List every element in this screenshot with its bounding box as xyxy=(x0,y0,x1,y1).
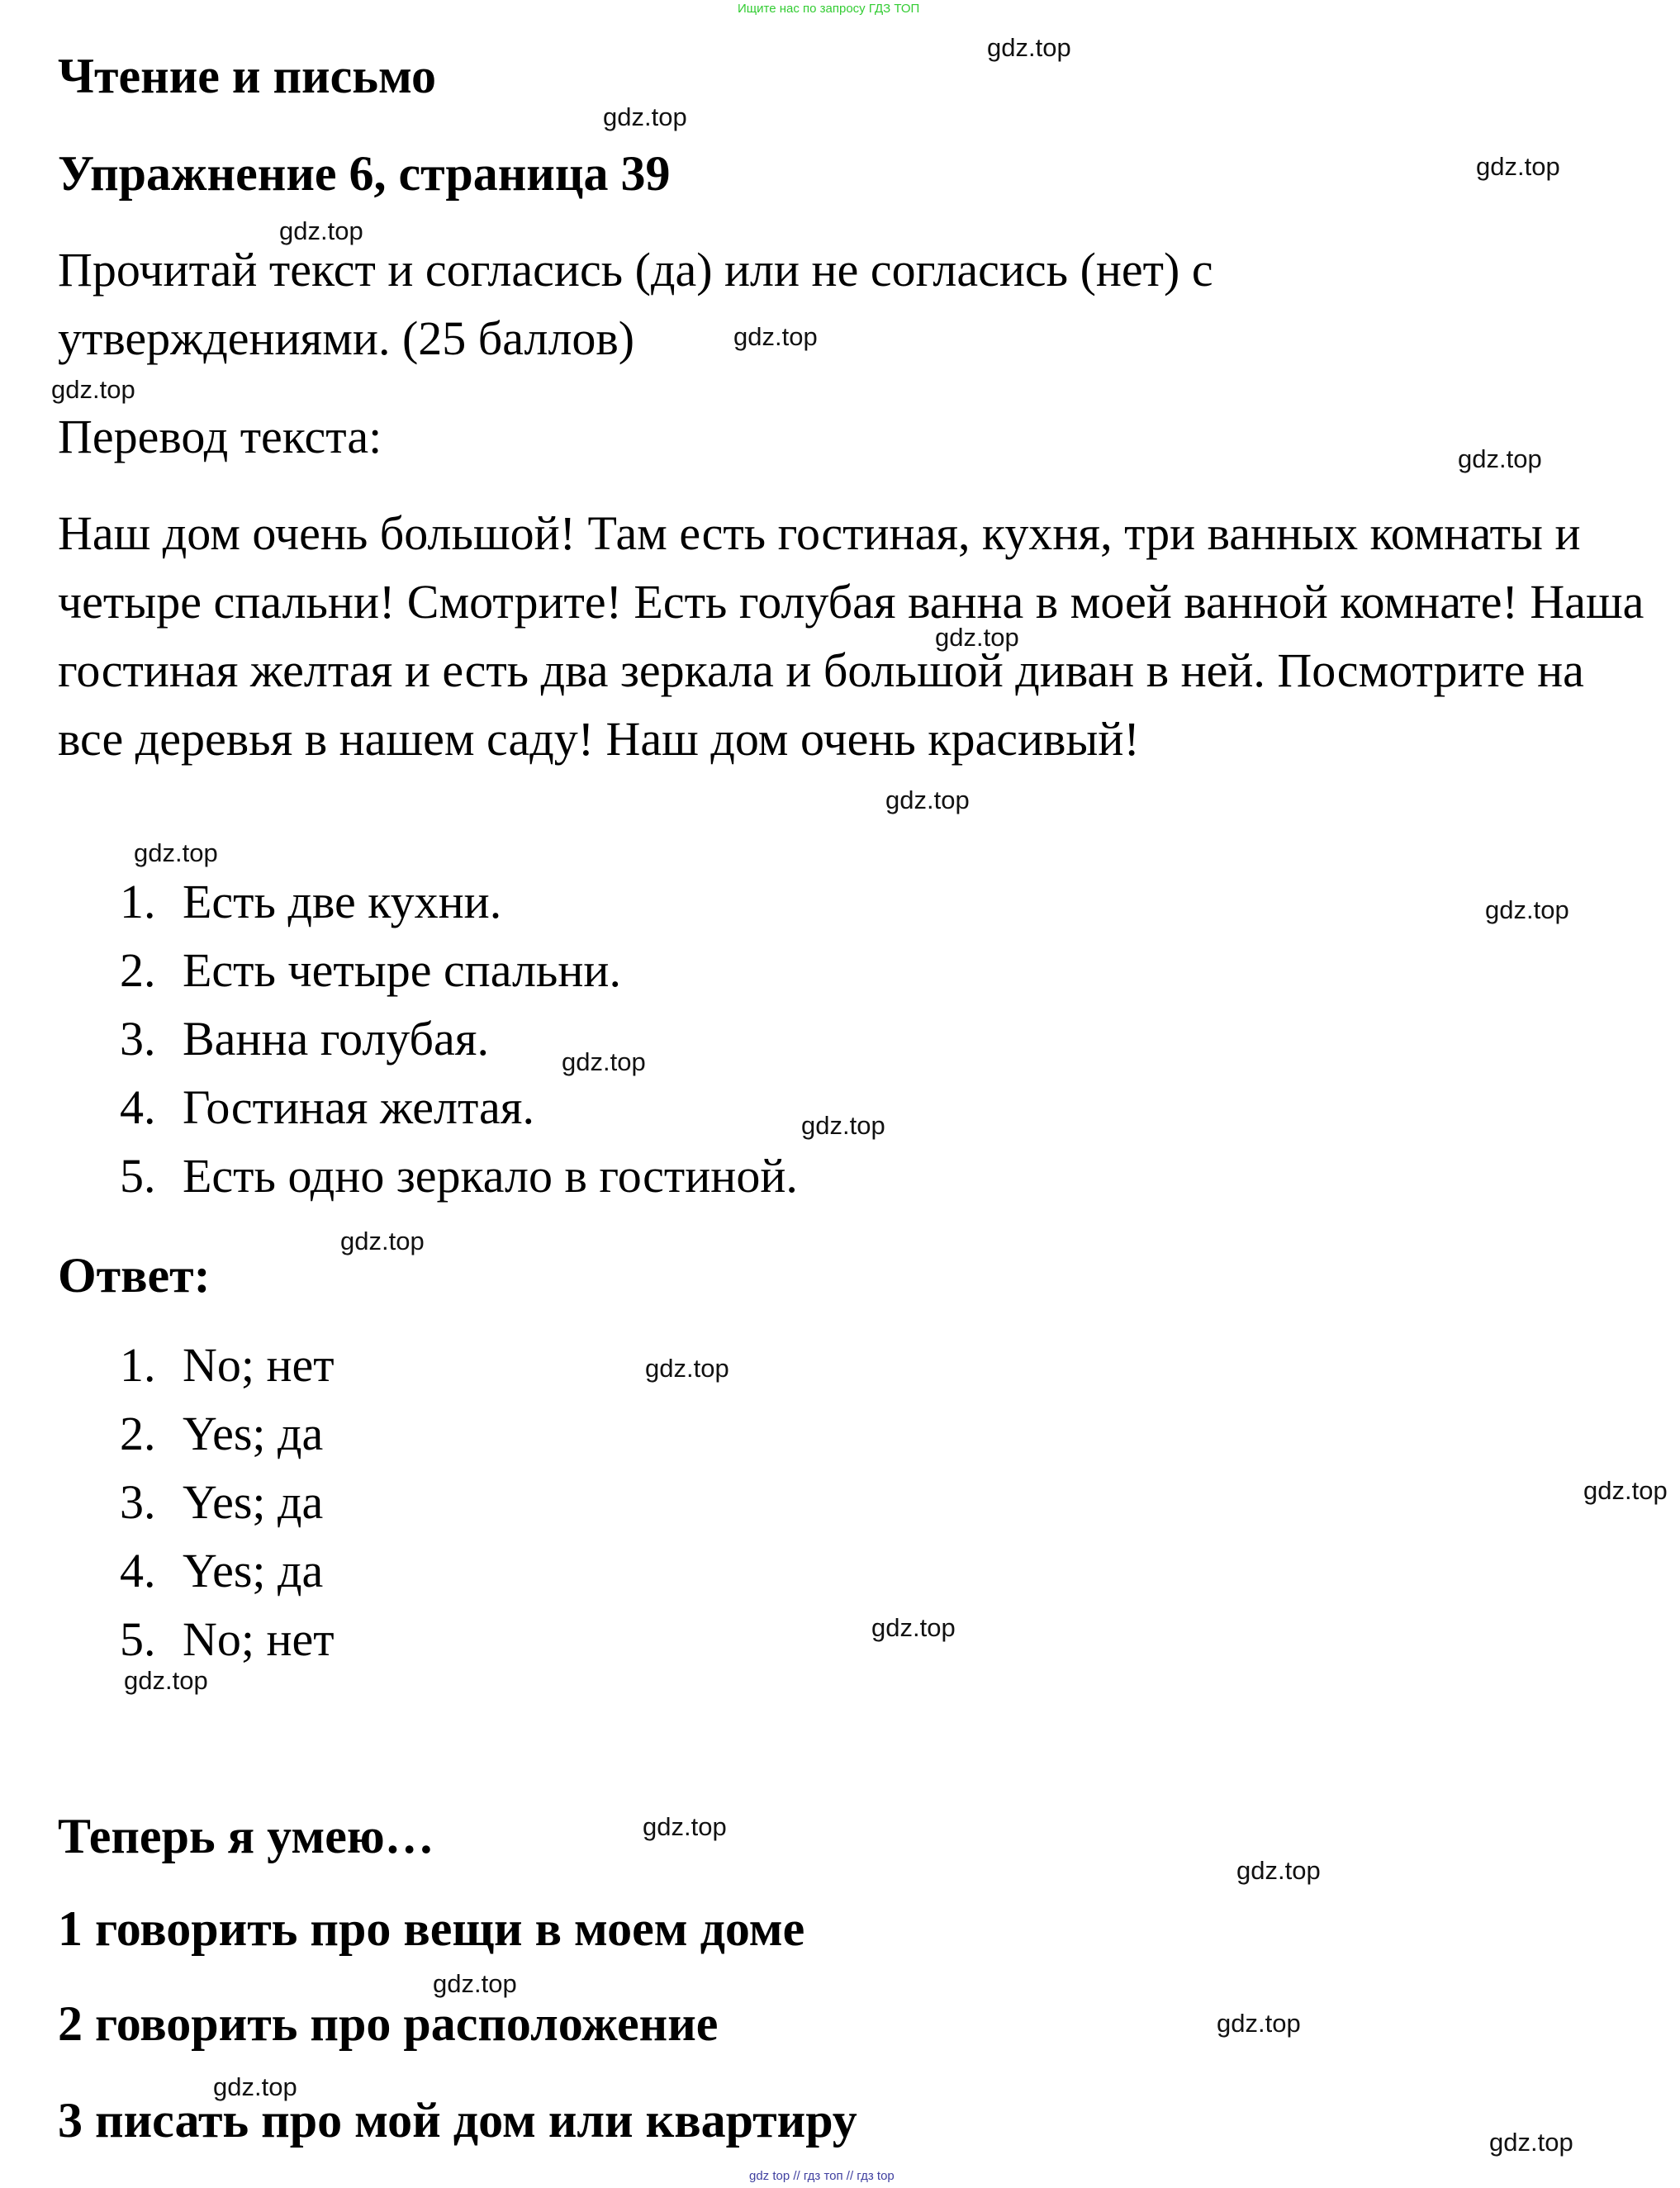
statement-text: Ванна голубая. xyxy=(183,1012,489,1066)
list-number: 2. xyxy=(120,1407,156,1460)
list-number: 4. xyxy=(120,1080,156,1134)
watermark: gdz.top xyxy=(1458,444,1542,473)
translation-label: Перевод текста: xyxy=(58,410,382,463)
translation-text: Наш дом очень большой! Там есть гостиная, кухня, три ванных комнаты и четыре спальни! Смотрите! Есть голубая ванна в моей ванной комнате! Наша гостиная желтая и есть два зеркала и большой диван в ней. Посмотрите на все деревья в нашем саду! Наш дом очень красивый! xyxy=(58,506,1644,766)
answer-text: Yes; да xyxy=(183,1407,324,1460)
list-number: 5. xyxy=(120,1612,156,1666)
answer-text: Yes; да xyxy=(183,1475,324,1529)
watermark: gdz.top xyxy=(340,1227,425,1255)
answer-text: No; нет xyxy=(183,1338,335,1392)
list-item xyxy=(120,1141,798,1210)
answer-text: No; нет xyxy=(183,1612,335,1666)
list-number: 3. xyxy=(120,1475,156,1529)
answer-list xyxy=(120,1331,335,1673)
statement-text: Есть четыре спальни. xyxy=(183,943,621,997)
list-item xyxy=(120,1399,335,1468)
list-item xyxy=(120,1536,335,1605)
watermark: gdz.top xyxy=(213,2072,297,2101)
list-item xyxy=(120,1004,798,1073)
watermark: gdz.top xyxy=(871,1613,956,1642)
section-title: Чтение и письмо xyxy=(58,49,437,103)
list-item xyxy=(120,1605,335,1673)
list-number: 2. xyxy=(120,943,156,997)
list-item xyxy=(120,1331,335,1399)
watermark: gdz.top xyxy=(562,1047,646,1076)
answer-label: Ответ: xyxy=(58,1248,211,1303)
watermark: gdz.top xyxy=(733,322,818,351)
statement-list xyxy=(120,867,798,1210)
instruction-text: Прочитай текст и согласись (да) или не согласись (нет) с утверждениями. (25 баллов) xyxy=(58,243,1213,365)
list-item xyxy=(120,936,798,1004)
now-title: Теперь я умею… xyxy=(58,1809,434,1863)
watermark: gdz.top xyxy=(1236,1856,1321,1885)
watermark: gdz.top xyxy=(1583,1476,1668,1505)
watermark: gdz.top xyxy=(987,33,1071,62)
exercise-title: Упражнение 6, страница 39 xyxy=(58,146,671,201)
statement-text: Есть две кухни. xyxy=(183,875,502,928)
top-banner: Ищите нас по запросу ГДЗ ТОП xyxy=(738,2,920,16)
watermark: gdz.top xyxy=(279,216,363,245)
watermark: gdz.top xyxy=(1476,152,1560,181)
watermark: gdz.top xyxy=(51,375,135,404)
answer-text: Yes; да xyxy=(183,1544,324,1597)
skill-item: 3 писать про мой дом или квартиру xyxy=(58,2093,857,2148)
list-number: 1. xyxy=(120,875,156,928)
watermark: gdz.top xyxy=(801,1111,885,1140)
watermark: gdz.top xyxy=(1489,2128,1573,2157)
watermark: gdz.top xyxy=(1217,2009,1301,2038)
watermark: gdz.top xyxy=(645,1354,729,1383)
watermark: gdz.top xyxy=(603,102,687,131)
skill-item: 1 говорить про вещи в моем доме xyxy=(58,1901,805,1956)
watermark: gdz.top xyxy=(134,838,218,867)
list-item xyxy=(120,1468,335,1536)
watermark: gdz.top xyxy=(1485,895,1569,924)
statement-text: Гостиная желтая. xyxy=(183,1080,534,1134)
list-number: 4. xyxy=(120,1544,156,1597)
watermark: gdz.top xyxy=(885,785,970,814)
watermark: gdz.top xyxy=(935,623,1019,652)
list-number: 1. xyxy=(120,1338,156,1392)
watermark: gdz.top xyxy=(124,1666,208,1695)
statement-text: Есть одно зеркало в гостиной. xyxy=(183,1149,798,1203)
list-number: 5. xyxy=(120,1149,156,1203)
list-number: 3. xyxy=(120,1012,156,1066)
footer-text: gdz top // гдз топ // гдз top xyxy=(749,2169,895,2183)
list-item xyxy=(120,867,798,936)
list-item xyxy=(120,1073,798,1141)
skill-item: 2 говорить про расположение xyxy=(58,1996,719,2051)
watermark: gdz.top xyxy=(643,1812,727,1841)
watermark: gdz.top xyxy=(433,1969,517,1998)
